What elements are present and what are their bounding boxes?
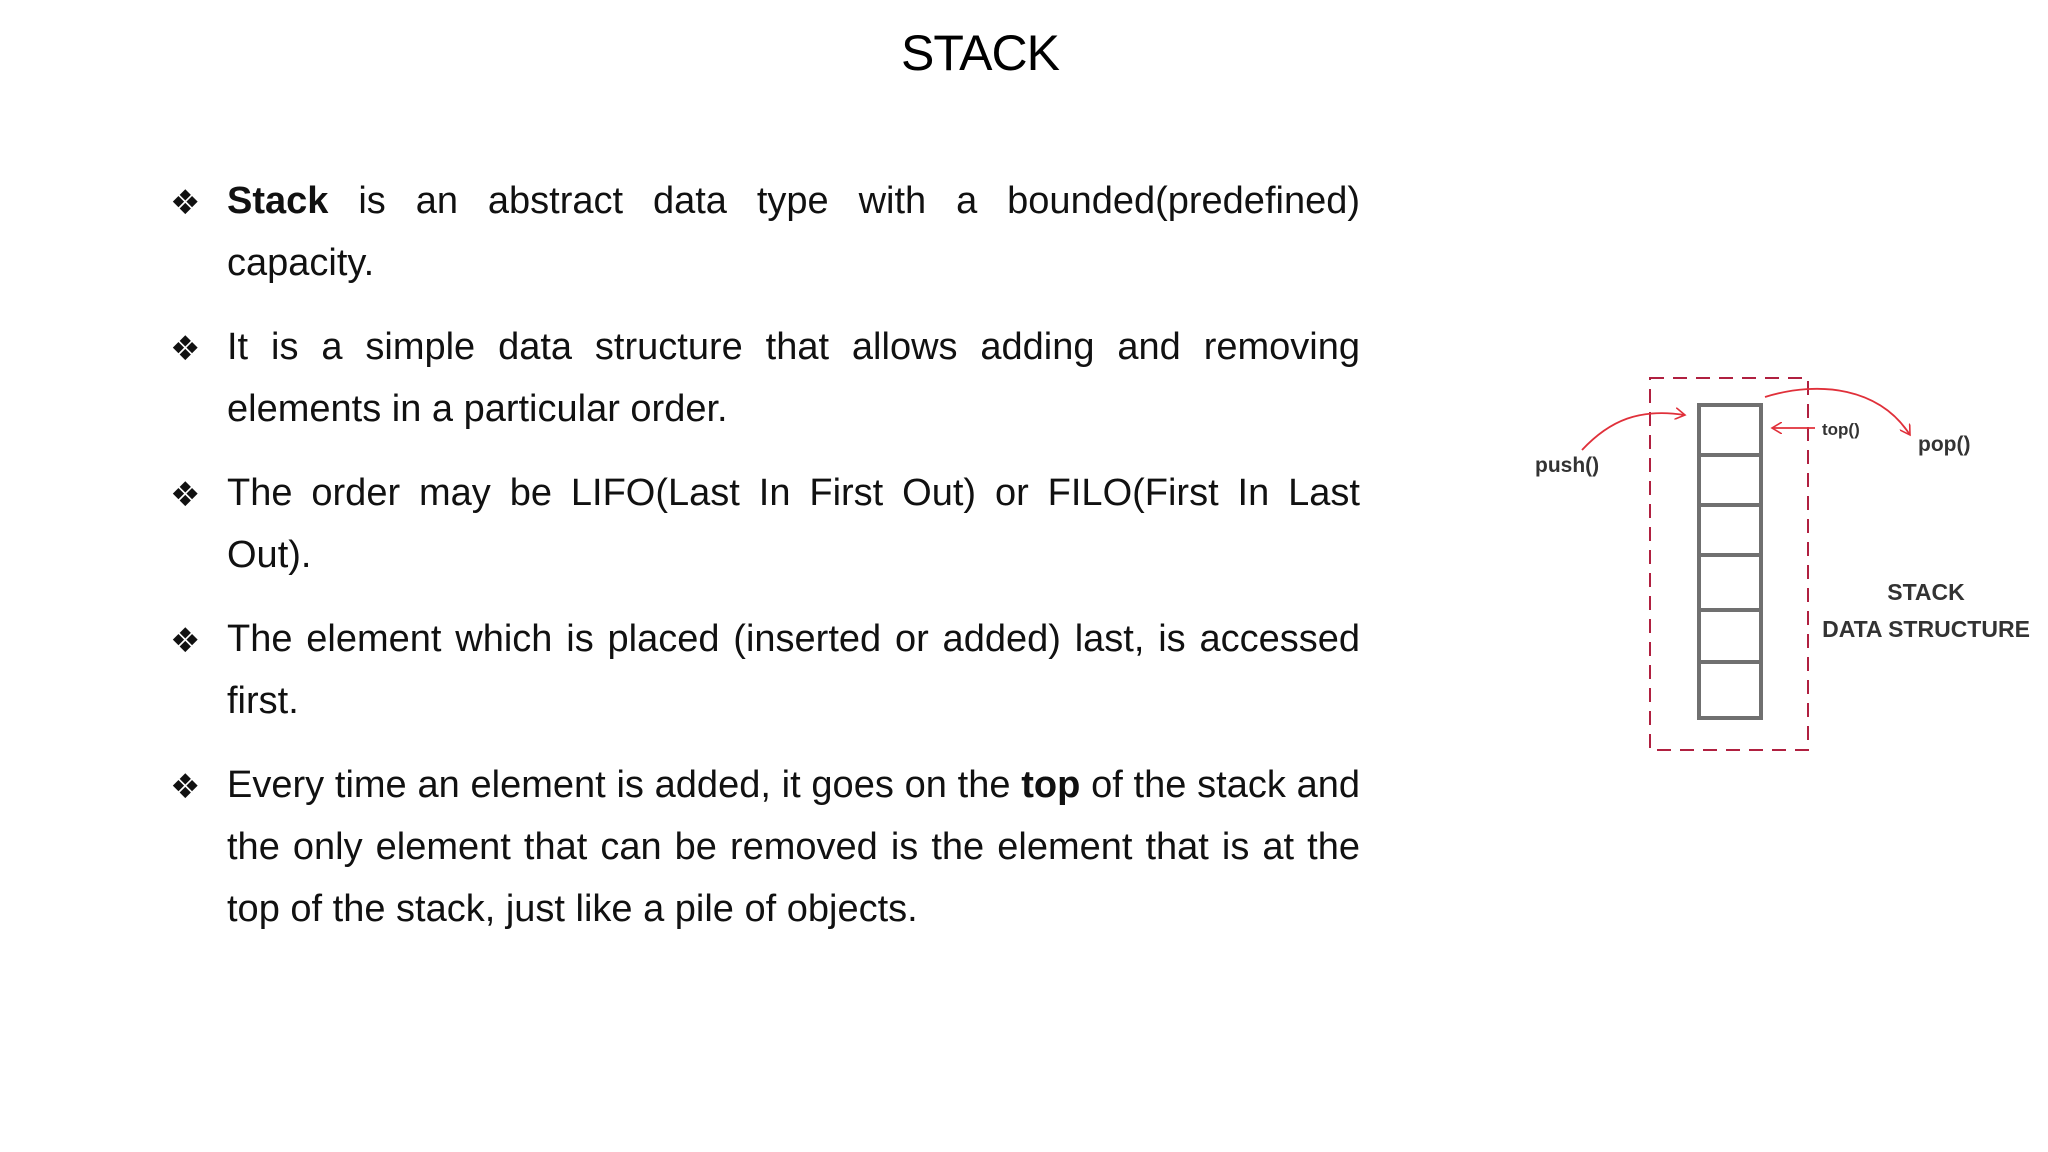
bullet-text: Every time an element is added, it goes on the (227, 764, 1022, 806)
bullet-item (170, 754, 1360, 940)
bullet-text: The element which is placed (inserted or added) last, is accessed first. (227, 618, 1360, 722)
stack-cells (1699, 405, 1761, 718)
diamond-bullet-icon: ❖ (170, 621, 201, 661)
push-label: push() (1535, 454, 1600, 477)
bullet-bold-term: Stack (227, 180, 329, 222)
top-label: top() (1822, 420, 1860, 439)
bullet-item (170, 316, 1360, 440)
pop-label: pop() (1918, 433, 1971, 456)
slide-title: STACK (901, 25, 1059, 81)
stack-cell (1699, 455, 1761, 505)
stack-diagram (1500, 360, 2040, 780)
bullet-item (170, 170, 1360, 294)
stack-cell (1699, 555, 1761, 610)
bullet-item (170, 462, 1360, 586)
bullet-bold-term: top (1021, 764, 1081, 806)
stack-diagram-svg (1500, 360, 2040, 780)
stack-boundary-dashed (1650, 378, 1808, 750)
bullet-text: The order may be LIFO(Last In First Out) or FILO(First In Last Out). (227, 472, 1360, 576)
bullet-text: It is a simple data structure that allows adding and removing elements in a particular order. (227, 326, 1360, 430)
diagram-caption-line1: STACK (1887, 579, 1965, 605)
diamond-bullet-icon: ❖ (170, 767, 201, 807)
push-arrow (1582, 413, 1685, 450)
stack-cell (1699, 610, 1761, 662)
diagram-caption-line2: DATA STRUCTURE (1822, 616, 2030, 642)
stack-cell (1699, 662, 1761, 718)
diamond-bullet-icon: ❖ (170, 183, 201, 223)
diamond-bullet-icon: ❖ (170, 329, 201, 369)
stack-cell (1699, 405, 1761, 455)
diamond-bullet-icon: ❖ (170, 475, 201, 515)
bullet-text: of the stack and the only element that can be removed is the element that is at the top of the stack, just like a pile of objects. (227, 764, 1360, 930)
bullet-list (170, 170, 1360, 962)
bullet-text: is an abstract data type with a bounded(predefined) capacity. (227, 180, 1360, 284)
bullet-item (170, 608, 1360, 732)
stack-cell (1699, 505, 1761, 555)
